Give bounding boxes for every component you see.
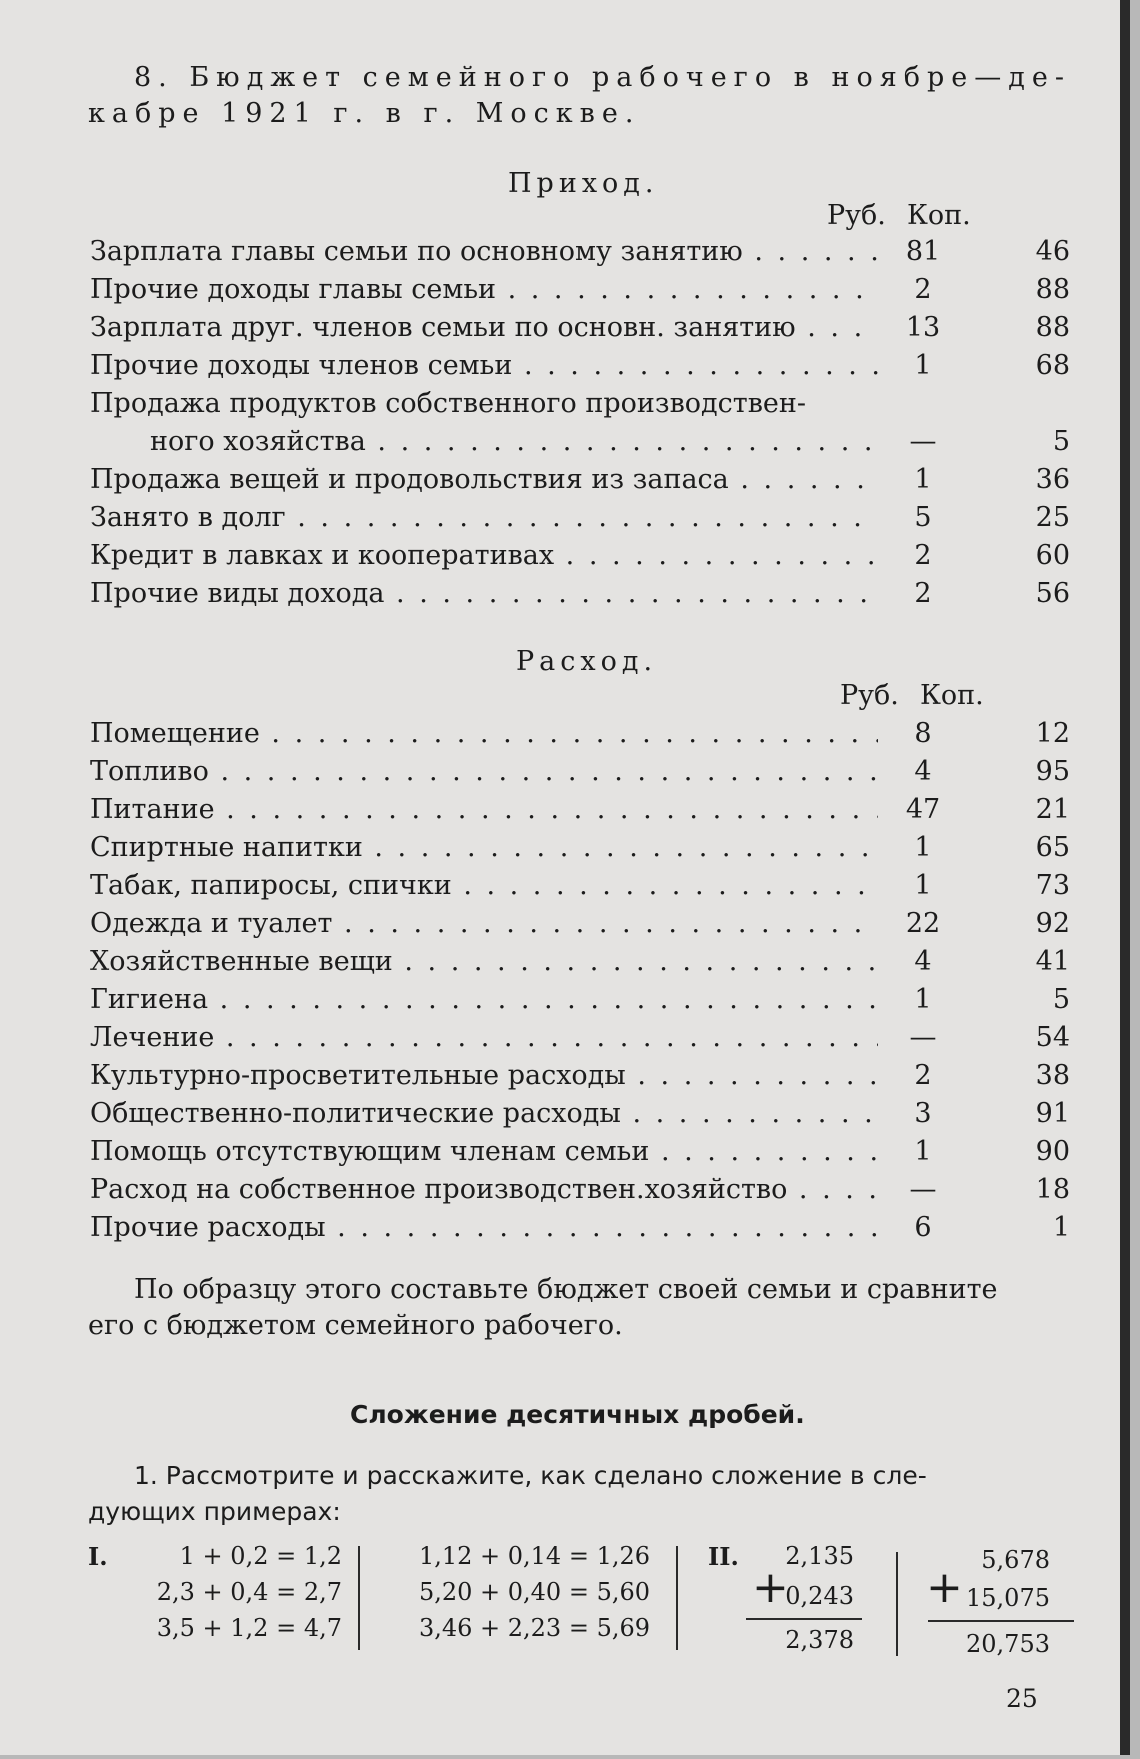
expense-row <box>90 794 1070 830</box>
plus-sign: + <box>752 1562 789 1613</box>
question-line1: 1. Рассмотрите и расскажите, как сделано сложение в сле- <box>134 1461 927 1490</box>
expense-row <box>90 832 1070 868</box>
row-kop: 46 <box>1035 236 1070 267</box>
row-rub: 1 <box>914 870 932 901</box>
row-label: Гигиена . . . <box>90 984 878 1015</box>
row-kop: 68 <box>1035 350 1070 381</box>
row-rub: 3 <box>914 1098 932 1129</box>
example-2-3: 3,46 + 2,23 = 5,69 <box>418 1614 650 1642</box>
page-number: 25 <box>1006 1684 1038 1713</box>
column-divider <box>676 1546 678 1650</box>
row-rub: 1 <box>914 832 932 863</box>
row-rub: 2 <box>914 540 932 571</box>
row-kop: 60 <box>1035 540 1070 571</box>
expense-row <box>90 870 1070 906</box>
row-label: Культурно-просветительные расходы . . . <box>90 1060 878 1091</box>
expense-row <box>90 756 1070 792</box>
exercise-title-line1: 8. Бюджет семейного рабочего в ноябре—де- <box>134 62 1071 93</box>
row-rub: 13 <box>905 312 941 343</box>
expense-col-kop: Коп. <box>920 680 984 711</box>
sum2-addend-b: 15,075 <box>966 1584 1050 1612</box>
sum1-result: 2,378 <box>785 1626 854 1654</box>
row-kop: 73 <box>1035 870 1070 901</box>
expense-row <box>90 1098 1070 1134</box>
row-kop: 12 <box>1035 718 1070 749</box>
sum2-result: 20,753 <box>966 1630 1050 1658</box>
expense-row <box>90 1022 1070 1058</box>
income-row <box>90 540 1070 576</box>
row-kop: 92 <box>1035 908 1070 939</box>
expense-row <box>90 1174 1070 1210</box>
column-divider <box>358 1546 360 1650</box>
row-kop: 88 <box>1035 312 1070 343</box>
row-rub: 2 <box>914 1060 932 1091</box>
row-label: Прочие доходы главы семьи . . . <box>90 274 878 305</box>
row-kop: 41 <box>1035 946 1070 977</box>
expense-row <box>90 908 1070 944</box>
row-kop: 54 <box>1035 1022 1070 1053</box>
sum2-addend-a: 5,678 <box>981 1546 1050 1574</box>
income-col-kop: Коп. <box>907 200 971 231</box>
expense-row <box>90 984 1070 1020</box>
row-rub: 22 <box>905 908 941 939</box>
expense-row <box>90 1136 1070 1172</box>
row-label: Лечение . . . <box>90 1022 878 1053</box>
row-label: Помещение . . . <box>90 718 878 749</box>
income-row <box>90 502 1070 538</box>
example-1-2: 2,3 + 0,4 = 2,7 <box>156 1578 342 1606</box>
income-row <box>90 312 1070 348</box>
row-rub: 1 <box>914 464 932 495</box>
sum1-addend-a: 2,135 <box>785 1542 854 1570</box>
row-rub: 1 <box>914 350 932 381</box>
income-row <box>90 388 990 424</box>
example-1-1: 1 + 0,2 = 1,2 <box>179 1542 342 1570</box>
row-label: Общественно-политические расходы . . . <box>90 1098 878 1129</box>
row-label: Прочие виды дохода . . . <box>90 578 878 609</box>
row-label: Продажа вещей и продовольствия из запаса . . . <box>90 464 878 495</box>
question-line2: дующих примерах: <box>88 1497 341 1526</box>
row-kop: 18 <box>1035 1174 1070 1205</box>
row-rub: 4 <box>914 946 932 977</box>
exercise-title-line2: кабре 1921 г. в г. Москве. <box>88 98 641 129</box>
row-label: Прочие расходы . . . <box>90 1212 878 1243</box>
row-kop: 36 <box>1035 464 1070 495</box>
decimal-addition-heading: Сложение десятичных дробей. <box>350 1400 805 1429</box>
row-label: Прочие доходы членов семьи . . . <box>90 350 878 381</box>
expense-row <box>90 1212 1070 1248</box>
group-label-I: I. <box>88 1542 108 1571</box>
sum1-rule <box>746 1618 862 1620</box>
row-rub: 1 <box>914 984 932 1015</box>
row-label: Топливо . . . <box>90 756 878 787</box>
row-rub: — <box>909 1174 937 1205</box>
column-divider <box>896 1552 898 1656</box>
income-row <box>90 274 1070 310</box>
group-label-II: II. <box>708 1542 739 1571</box>
example-2-1: 1,12 + 0,14 = 1,26 <box>418 1542 650 1570</box>
row-kop: 21 <box>1035 794 1070 825</box>
row-rub: 2 <box>914 274 932 305</box>
row-label: Зарплата главы семьи по основному занятию . . . <box>90 236 878 267</box>
row-kop: 1 <box>1052 1212 1070 1243</box>
income-row-continued <box>90 426 1070 462</box>
income-row <box>90 464 1070 500</box>
row-label: Расход на собственное производствен.хозяйство . . . <box>90 1174 878 1205</box>
row-kop: 5 <box>1052 984 1070 1015</box>
row-rub: 4 <box>914 756 932 787</box>
row-rub: 2 <box>914 578 932 609</box>
row-kop: 65 <box>1035 832 1070 863</box>
sum2-rule <box>928 1620 1074 1622</box>
expense-row <box>90 718 1070 754</box>
row-label: Одежда и туалет . . . <box>90 908 878 939</box>
task-line2: его с бюджетом семейного рабочего. <box>88 1310 623 1341</box>
row-kop: 90 <box>1035 1136 1070 1167</box>
row-label: Хозяйственные вещи . . . <box>90 946 878 977</box>
task-line1: По образцу этого составьте бюджет своей семьи и сравните <box>134 1274 998 1305</box>
row-kop: 56 <box>1035 578 1070 609</box>
row-label: Помощь отсутствующим членам семьи . . . <box>90 1136 878 1167</box>
income-row <box>90 578 1070 614</box>
sum1-addend-b: 0,243 <box>785 1582 854 1610</box>
row-label: Занято в долг . . . <box>90 502 878 533</box>
row-rub: 1 <box>914 1136 932 1167</box>
row-rub: 81 <box>905 236 941 267</box>
expense-col-rub: Руб. <box>840 680 899 711</box>
example-2-2: 5,20 + 0,40 = 5,60 <box>418 1578 650 1606</box>
expense-row <box>90 946 1070 982</box>
row-rub: 8 <box>914 718 932 749</box>
row-label: Кредит в лавках и кооперативах . . . <box>90 540 878 571</box>
row-label-continued: ного хозяйства . . . <box>150 426 878 457</box>
example-1-3: 3,5 + 1,2 = 4,7 <box>156 1614 342 1642</box>
row-rub: — <box>909 1022 937 1053</box>
row-rub: 6 <box>914 1212 932 1243</box>
row-kop: 5 <box>1052 426 1070 457</box>
expense-row <box>90 1060 1070 1096</box>
row-label: Спиртные напитки . . . <box>90 832 878 863</box>
income-col-rub: Руб. <box>827 200 886 231</box>
row-kop: 95 <box>1035 756 1070 787</box>
row-label: Табак, папиросы, спички . . . <box>90 870 878 901</box>
row-label: Питание . . . <box>90 794 878 825</box>
row-kop: 88 <box>1035 274 1070 305</box>
plus-sign: + <box>926 1562 963 1613</box>
row-label: Зарплата друг. членов семьи по основн. занятию . . . <box>90 312 878 343</box>
row-kop: 38 <box>1035 1060 1070 1091</box>
row-rub: 5 <box>914 502 932 533</box>
row-label: Продажа продуктов собственного производствен- <box>90 388 807 419</box>
row-rub: 47 <box>905 794 941 825</box>
income-row <box>90 350 1070 386</box>
row-rub: — <box>909 426 937 457</box>
row-kop: 91 <box>1035 1098 1070 1129</box>
income-row <box>90 236 1070 272</box>
expense-heading: Расход. <box>516 646 658 677</box>
row-kop: 25 <box>1035 502 1070 533</box>
income-heading: Приход. <box>508 168 659 199</box>
